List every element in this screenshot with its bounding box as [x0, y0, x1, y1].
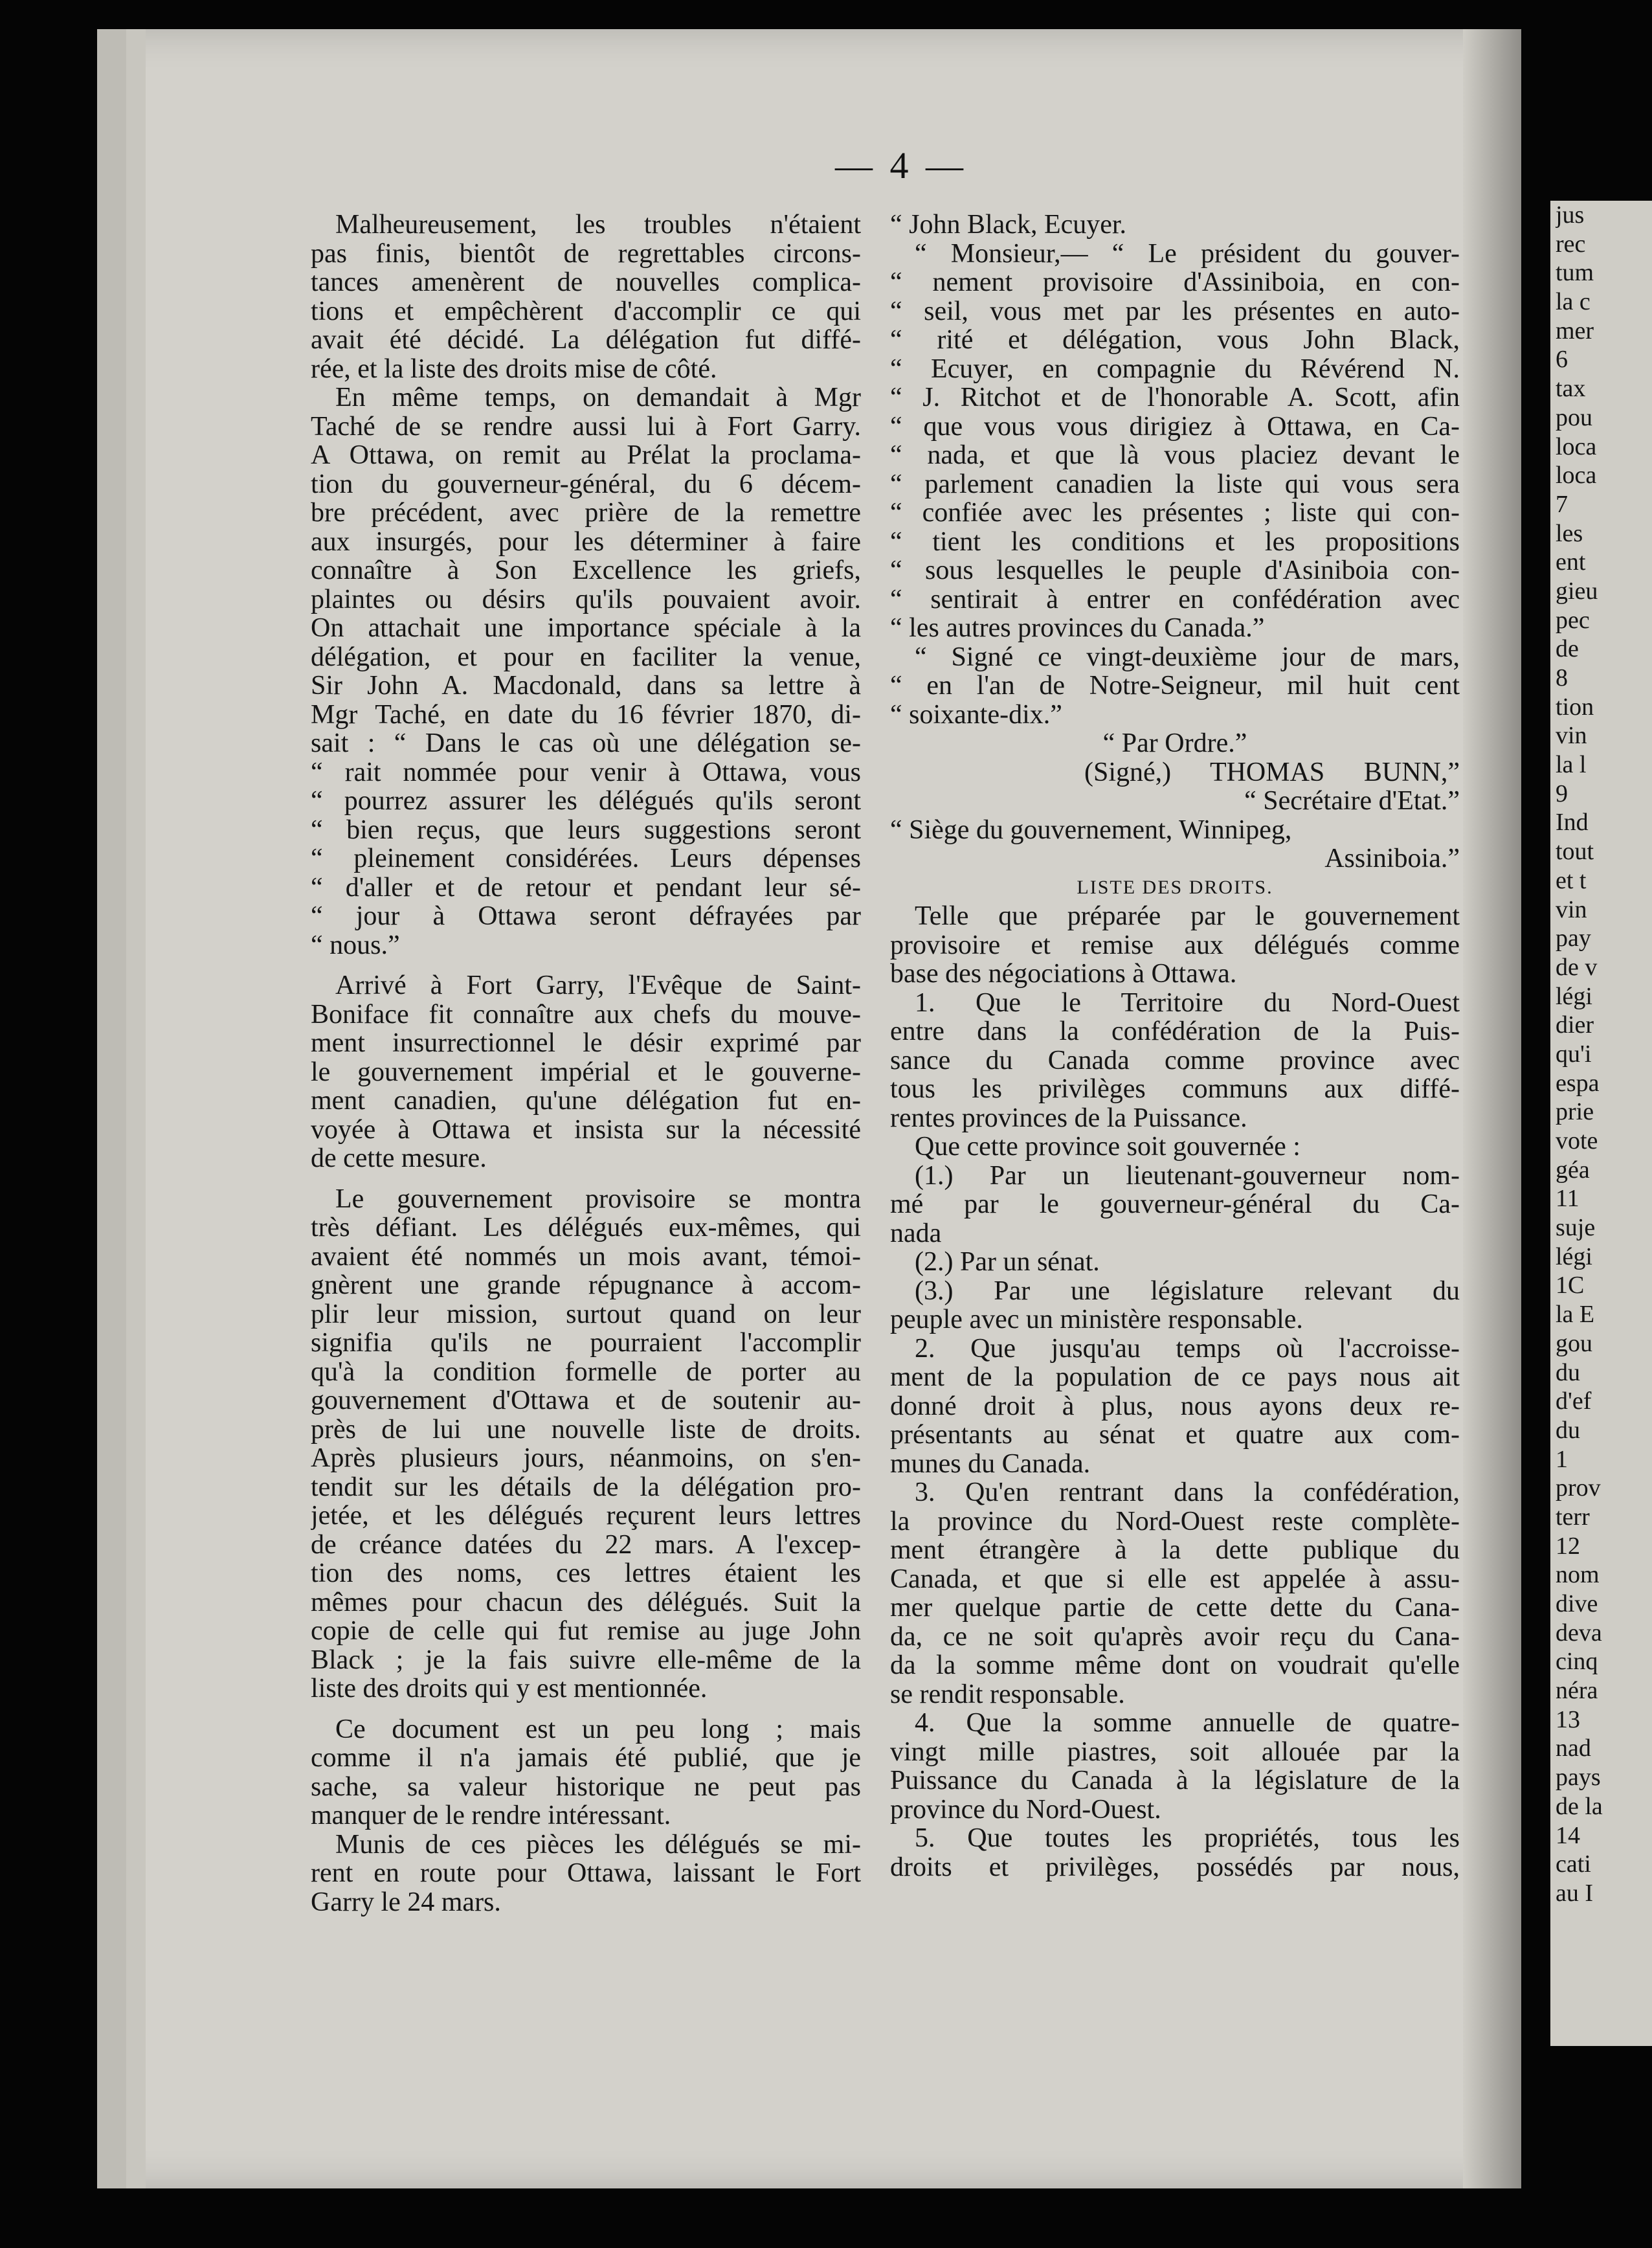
text-line: ment canadien, qu'une délégation fut en-	[311, 1086, 861, 1116]
next-page-fragment: gou	[1556, 1329, 1592, 1357]
next-page-fragment: tax	[1556, 375, 1586, 403]
next-page-fragment: prov	[1556, 1474, 1601, 1502]
text-line: donné droit à plus, nous ayons deux re-	[890, 1391, 1460, 1421]
next-page-fragment: tum	[1556, 259, 1594, 287]
text-line: rentes provinces de la Puissance.	[890, 1103, 1247, 1132]
text-line: bre précédent, avec prière de la remettre	[311, 499, 861, 528]
text-line: mé par le gouverneur-général du Ca-	[890, 1190, 1460, 1219]
next-page-fragment: la c	[1556, 288, 1591, 316]
next-page-fragment: de v	[1556, 953, 1598, 981]
text-line: Sir John A. Macdonald, dans sa lettre à	[311, 671, 861, 701]
text-line: très défiant. Les délégués eux-mêmes, qui	[311, 1213, 861, 1242]
text-line: “ seil, vous met par les présentes en auto-	[890, 297, 1460, 326]
next-page-fragment: géa	[1556, 1156, 1590, 1184]
text-line: entre dans la confédération de la Puis-	[890, 1017, 1460, 1046]
next-page-fragment: néra	[1556, 1677, 1598, 1705]
page-gutter-shadow	[1463, 29, 1521, 2188]
text-line: ment insurrectionnel le désir exprimé par	[311, 1029, 861, 1058]
text-line: Black ; je la fais suivre elle-même de la	[311, 1645, 861, 1674]
next-page-fragment: 9	[1556, 780, 1568, 807]
text-line: plaintes ou désirs qu'ils pouvaient avoir.	[311, 585, 861, 614]
text-line: qu'à la condition formelle de porter au	[311, 1357, 861, 1386]
text-line: vingt mille piastres, soit allouée par la	[890, 1737, 1460, 1766]
text-line: droits et privilèges, possédés par nous,	[890, 1852, 1460, 1882]
text-line: Après plusieurs jours, néanmoins, on s'en-	[311, 1444, 861, 1473]
text-line: plir leur mission, surtout quand on leur	[311, 1299, 861, 1329]
next-page-fragment: les	[1556, 519, 1583, 547]
text-line: peuple avec un ministère responsable.	[890, 1305, 1303, 1334]
text-line: rée, et la liste des droits mise de côté.	[311, 354, 717, 383]
text-line: Telle que préparée par le gouvernement	[915, 902, 1460, 931]
next-page-fragment: vote	[1556, 1127, 1598, 1154]
next-page-fragment: pou	[1556, 403, 1592, 431]
text-line: Arrivé à Fort Garry, l'Evêque de Saint-	[335, 971, 861, 1000]
next-page-fragment: nom	[1556, 1561, 1600, 1589]
next-page-fragment: pec	[1556, 606, 1590, 634]
text-line: rent en route pour Ottawa, laissant le Fort	[311, 1859, 861, 1888]
next-page-fragment: espa	[1556, 1069, 1600, 1097]
text-line: 3. Qu'en rentrant dans la confédération,	[915, 1478, 1460, 1507]
text-line: “ Monsieur,— “ Le président du gouver-	[915, 239, 1460, 268]
text-line: voyée à Ottawa et insista sur la nécessité	[311, 1115, 861, 1144]
text-line: “ sentirait à entrer en confédération avec	[890, 585, 1460, 614]
text-line: “ nement provisoire d'Assiniboia, en con-	[890, 268, 1460, 297]
text-line: (1.) Par un lieutenant-gouverneur nom-	[915, 1161, 1460, 1190]
next-page-edge	[1550, 201, 1652, 2046]
next-page-fragment: Ind	[1556, 809, 1589, 837]
text-line: de créance datées du 22 mars. A l'excep-	[311, 1530, 861, 1559]
next-page-fragment: terr	[1556, 1503, 1590, 1531]
text-line: connaître à Son Excellence les griefs,	[311, 556, 861, 585]
text-line: (2.) Par un sénat.	[915, 1248, 1100, 1277]
text-line: la province du Nord-Ouest reste complète-	[890, 1507, 1460, 1536]
paragraph-gap	[311, 1703, 861, 1715]
text-line: jetée, et les délégués reçurent leurs lettres	[311, 1501, 861, 1531]
text-line: da, ce ne soit qu'après avoir reçu du Cana-	[890, 1622, 1460, 1651]
next-page-fragment: 1C	[1556, 1272, 1585, 1299]
text-line: signifia qu'ils ne pourraient l'accomplir	[311, 1329, 861, 1358]
text-line: Malheureusement, les troubles n'étaient	[335, 210, 861, 240]
text-line: 4. Que la somme annuelle de quatre-	[915, 1709, 1460, 1738]
next-page-fragment: qu'i	[1556, 1040, 1592, 1068]
text-line: avait été décidé. La délégation fut diffé-	[311, 326, 861, 355]
text-line: comme il n'a jamais été publié, que je	[311, 1744, 861, 1773]
next-page-fragment: 12	[1556, 1532, 1580, 1560]
left-text-column	[311, 210, 861, 1916]
paragraph-gap	[311, 1173, 861, 1185]
text-line: Le gouvernement provisoire se montra	[335, 1184, 861, 1213]
text-line: Assiniboia.”	[1324, 844, 1460, 873]
text-line: “ nada, et que là vous placiez devant le	[890, 441, 1460, 470]
next-page-fragment: 1	[1556, 1445, 1568, 1473]
next-page-fragment: la l	[1556, 751, 1587, 779]
text-line: provisoire et remise aux délégués comme	[890, 930, 1460, 960]
next-page-fragment: 11	[1556, 1185, 1579, 1213]
text-line: “ John Black, Ecuyer.	[890, 210, 1127, 240]
text-line: “ Signé ce vingt-deuxième jour de mars,	[915, 642, 1460, 671]
text-line: “ J. Ritchot et de l'honorable A. Scott, afin	[890, 383, 1460, 412]
text-line: 5. Que toutes les propriétés, tous les	[915, 1824, 1460, 1853]
next-page-fragment: la E	[1556, 1301, 1595, 1329]
text-line: “ Secrétaire d'Etat.”	[1244, 787, 1460, 816]
next-page-fragment: jus	[1556, 201, 1585, 229]
next-page-fragment: 13	[1556, 1705, 1580, 1733]
text-line: “ pourrez assurer les délégués qu'ils seront	[311, 787, 861, 816]
text-line: (Signé,) THOMAS BUNN,”	[1084, 758, 1460, 787]
text-line: “ tient les conditions et les propositions	[890, 527, 1460, 556]
next-page-fragment: 6	[1556, 346, 1568, 374]
text-line: Que cette province soit gouvernée :	[915, 1132, 1300, 1162]
page-number: — 4 —	[835, 144, 967, 186]
next-page-fragment: dier	[1556, 1011, 1594, 1039]
text-line: LISTE DES DROITS.	[1077, 876, 1273, 898]
next-page-fragment: dive	[1556, 1590, 1598, 1617]
text-line: manquer de le rendre intéressant.	[311, 1801, 671, 1830]
text-line: tous les privilèges communs aux diffé-	[890, 1075, 1460, 1104]
next-page-fragment: vin	[1556, 722, 1587, 750]
text-line: tendit sur les détails de la délégation pro-	[311, 1472, 861, 1501]
text-line: de cette mesure.	[311, 1144, 487, 1173]
next-page-fragment: 14	[1556, 1821, 1580, 1849]
text-line: “ en l'an de Notre-Seigneur, mil huit cent	[890, 671, 1460, 701]
next-page-fragment: du	[1556, 1416, 1580, 1444]
text-line: tances amenèrent de nouvelles complica-	[311, 268, 861, 297]
text-line: En même temps, on demandait à Mgr	[335, 383, 861, 412]
text-line: munes du Canada.	[890, 1449, 1091, 1478]
text-line: présentants au sénat et quatre aux com-	[890, 1421, 1460, 1450]
next-page-fragment: pay	[1556, 925, 1591, 952]
next-page-fragment: du	[1556, 1358, 1580, 1386]
text-line: “ parlement canadien la liste qui vous sera	[890, 469, 1460, 499]
text-line: A Ottawa, on remit au Prélat la proclama-	[311, 441, 861, 470]
text-line: Mgr Taché, en date du 16 février 1870, di-	[311, 700, 861, 729]
text-line: avaient été nommés un mois avant, témoi-	[311, 1242, 861, 1271]
text-line: Boniface fit connaître aux chefs du mouve-	[311, 1000, 861, 1029]
page-binding-edge	[97, 29, 126, 2188]
text-line: aux insurgés, pour les déterminer à faire	[311, 527, 861, 556]
text-line: 2. Que jusqu'au temps où l'accroisse-	[915, 1334, 1460, 1363]
next-page-fragment: vin	[1556, 895, 1587, 923]
right-text-column	[890, 210, 1460, 1882]
text-line: tions et empêchèrent d'accomplir ce qui	[311, 297, 861, 326]
text-line: “ jour à Ottawa seront défrayées par	[311, 902, 861, 931]
next-page-fragment: d'ef	[1556, 1388, 1592, 1415]
text-line: se rendit responsable.	[890, 1680, 1125, 1709]
text-line: “ Ecuyer, en compagnie du Révérend N.	[890, 354, 1460, 383]
text-line: sait : “ Dans le cas où une délégation se-	[311, 729, 861, 758]
text-line: “ pleinement considérées. Leurs dépenses	[311, 844, 861, 873]
text-line: le gouvernement impérial et le gouverne-	[311, 1057, 861, 1086]
next-page-fragment: prie	[1556, 1098, 1594, 1126]
text-line: base des négociations à Ottawa.	[890, 960, 1237, 989]
text-line: “ sous lesquelles le peuple d'Asiniboia con-	[890, 556, 1460, 585]
next-page-fragment: légi	[1556, 1242, 1592, 1270]
next-page-fragment: mer	[1556, 317, 1594, 344]
text-line: Canada, et que si elle est appelée à assu-	[890, 1564, 1460, 1593]
text-line: sache, sa valeur historique ne peut pas	[311, 1772, 861, 1801]
text-line: 1. Que le Territoire du Nord-Ouest	[915, 988, 1460, 1017]
next-page-fragment: loca	[1556, 433, 1597, 460]
next-page-fragment: cinq	[1556, 1648, 1598, 1676]
text-line: ment étrangère à la dette publique du	[890, 1536, 1460, 1565]
next-page-fragment: ent	[1556, 548, 1586, 576]
next-page-fragment: tion	[1556, 693, 1594, 721]
text-line: mer quelque partie de cette dette du Cana-	[890, 1593, 1460, 1623]
page-binding-edge-inner	[126, 29, 146, 2188]
text-line: délégation, et pour en faciliter la venue,	[311, 642, 861, 671]
text-line: On attachait une importance spéciale à la	[311, 614, 861, 643]
next-page-fragment: cati	[1556, 1850, 1591, 1878]
text-line: Munis de ces pièces les délégués se mi-	[335, 1830, 861, 1859]
text-line: mêmes pour chacun des délégués. Suit la	[311, 1588, 861, 1617]
text-line: Taché de se rendre aussi lui à Fort Garry.	[311, 412, 861, 441]
text-line: “ les autres provinces du Canada.”	[890, 614, 1265, 643]
next-page-fragment: loca	[1556, 462, 1597, 489]
text-line: copie de celle qui fut remise au juge John	[311, 1617, 861, 1646]
text-line: “ rait nommée pour venir à Ottawa, vous	[311, 758, 861, 787]
text-line: Ce document est un peu long ; mais	[335, 1714, 861, 1744]
text-line: ment de la population de ce pays nous ait	[890, 1363, 1460, 1392]
text-line: “ confiée avec les présentes ; liste qui con-	[890, 499, 1460, 528]
text-line: “ que vous vous dirigiez à Ottawa, en Ca-	[890, 412, 1460, 441]
text-line: liste des droits qui y est mentionnée.	[311, 1674, 708, 1703]
next-page-fragment: de	[1556, 635, 1579, 663]
text-line: nada	[890, 1219, 942, 1248]
next-page-fragment: de la	[1556, 1792, 1603, 1820]
next-page-fragment: deva	[1556, 1619, 1602, 1647]
text-line: “ Siège du gouvernement, Winnipeg,	[890, 815, 1292, 844]
next-page-fragment: 7	[1556, 490, 1568, 518]
next-page-fragment: suje	[1556, 1214, 1596, 1242]
next-page-fragment: au I	[1556, 1879, 1594, 1907]
next-page-fragment: légi	[1556, 982, 1592, 1010]
text-line: Garry le 24 mars.	[311, 1887, 501, 1916]
next-page-fragment: pays	[1556, 1764, 1601, 1792]
text-line: (3.) Par une législature relevant du	[915, 1276, 1460, 1305]
next-page-text	[1556, 201, 1652, 1908]
text-line: da la somme même dont on voudrait qu'elle	[890, 1651, 1460, 1680]
text-line: tion des noms, ces lettres étaient les	[311, 1559, 861, 1588]
text-line: “ bien reçus, que leurs suggestions seront	[311, 815, 861, 844]
text-line: tion du gouverneur-général, du 6 décem-	[311, 469, 861, 499]
next-page-fragment: rec	[1556, 230, 1586, 258]
text-line: pas finis, bientôt de regrettables circons-	[311, 239, 861, 268]
next-page-fragment: nad	[1556, 1735, 1591, 1762]
next-page-fragment: gieu	[1556, 577, 1598, 605]
next-page-fragment: 8	[1556, 664, 1568, 691]
text-line: “ d'aller et de retour et pendant leur sé-	[311, 873, 861, 902]
text-line: “ rité et délégation, vous John Black,	[890, 326, 1460, 355]
text-line: “ nous.”	[311, 930, 400, 960]
text-line: gouvernement d'Ottawa et de soutenir au-	[311, 1386, 861, 1415]
text-line: sance du Canada comme province avec	[890, 1046, 1460, 1075]
text-line: province du Nord-Ouest.	[890, 1795, 1161, 1824]
text-line: gnèrent une grande répugnance à accom-	[311, 1271, 861, 1300]
paragraph-gap	[311, 960, 861, 971]
text-line: Puissance du Canada à la législature de la	[890, 1766, 1460, 1795]
next-page-fragment: tout	[1556, 838, 1594, 866]
text-line: “ Par Ordre.”	[1102, 729, 1247, 758]
next-page-fragment: et t	[1556, 866, 1587, 894]
text-line: “ soixante-dix.”	[890, 700, 1062, 729]
text-line: près de lui une nouvelle liste de droits.	[311, 1415, 861, 1444]
